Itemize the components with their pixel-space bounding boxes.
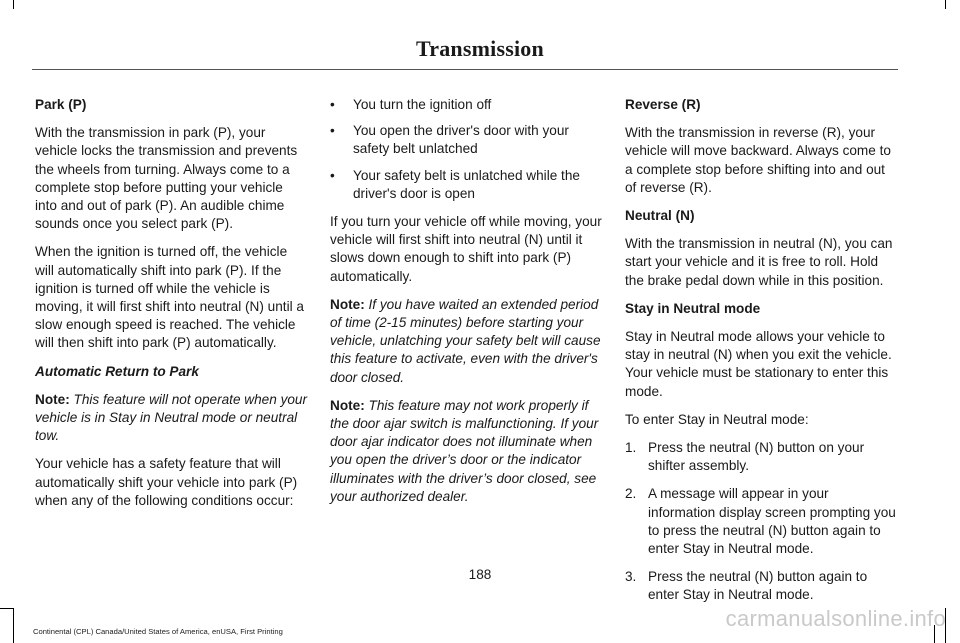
list-item-text: You open the driver's door with your safety belt unlatched: [353, 123, 569, 157]
page-number: 188: [468, 567, 492, 582]
reverse-paragraph: With the transmission in reverse (R), your vehicle will move backward. Always come to a complete stop before shifting into and out of reverse (R).: [625, 125, 891, 195]
safety-feature-paragraph: Your vehicle has a safety feature that will automatically shift your vehicle into park (P) when any of the following conditions occur:: [35, 456, 298, 508]
step-text: Press the neutral (N) button on your shifter assembly.: [648, 440, 865, 474]
note-label: Note:: [330, 296, 365, 312]
step-number: 3.: [625, 569, 637, 585]
note-label: Note:: [35, 391, 70, 407]
park-heading: Park (P): [35, 97, 87, 112]
list-item: [330, 167, 602, 203]
crop-mark: [13, 608, 14, 643]
moving-paragraph: If you turn your vehicle off while moving, your vehicle will first shift into neutral (N) until it slows down enough to shift into park (P) automatically.: [330, 214, 602, 284]
note-text: This feature may not work properly if the door ajar switch is malfunctioning. If your door ajar indicator does not illuminate when you open the driver’s door or the indicator illuminates with the driver’s door closed, see your authorized dealer.: [330, 397, 599, 504]
crop-mark: [945, 0, 946, 9]
neutral-heading: Neutral (N): [625, 208, 695, 224]
list-item: [330, 96, 602, 114]
stay-neutral-paragraph: Stay in Neutral mode allows your vehicle to stay in neutral (N) when you exit the vehicle. Your vehicle must be stationary to enter this mode.: [625, 329, 892, 399]
neutral-paragraph: With the transmission in neutral (N), you can start your vehicle and it is free to roll. Hold the brake pedal down while in this position.: [625, 236, 893, 288]
column-middle: [330, 96, 602, 516]
note: [330, 397, 602, 506]
ignition-paragraph: When the ignition is turned off, the vehicle will automatically shift into park (P). If the ignition is turned off while the vehicle is moving, it will first shift into neutral (N) until a slow enough speed is reached. The vehicle will then shift into park (P) automatically.: [35, 244, 304, 351]
header-divider: [32, 69, 898, 70]
page-title: Transmission: [416, 36, 544, 61]
stay-neutral-heading: Stay in Neutral mode: [625, 300, 761, 316]
bullet-marker: •: [330, 97, 335, 112]
note-text: This feature will not operate when your vehicle is in Stay in Neutral mode or neutral tow.: [35, 391, 308, 444]
watermark: carmanualsonline.info: [725, 606, 946, 631]
step-text: A message will appear in your information display screen prompting you to press the neutral (N) button again to enter Stay in Neutral mode.: [648, 486, 896, 557]
column-left: [35, 96, 307, 520]
note: [35, 391, 307, 446]
crop-mark: [13, 0, 14, 9]
footer-text: Continental (CPL) Canada/United States of America, enUSA, First Printing: [33, 627, 283, 636]
bullet-marker: •: [330, 123, 335, 139]
conditions-list: [330, 96, 602, 203]
enter-mode-paragraph: To enter Stay in Neutral mode:: [625, 411, 809, 427]
note-text: If you have waited an extended period of time (2-15 minutes) before starting your vehicle, unlatching your safety belt will cause this feature to activate, even with the driver's door closed.: [330, 296, 601, 385]
reverse-heading: Reverse (R): [625, 97, 701, 112]
note-label: Note:: [330, 397, 365, 413]
park-paragraph: With the transmission in park (P), your vehicle locks the transmission and prevents the wheels from turning. Always come to a complete stop before putting your vehicle into and out of park (P). An audible chime sounds once you select park (P).: [35, 125, 298, 232]
list-item-text: Your safety belt is unlatched while the driver's door is open: [353, 167, 580, 201]
crop-mark: [0, 608, 13, 609]
list-item-text: You turn the ignition off: [353, 97, 492, 112]
list-item: [625, 439, 897, 475]
column-right: [625, 96, 897, 615]
step-number: 1.: [625, 440, 637, 456]
auto-return-heading: Automatic Return to Park: [35, 363, 199, 379]
list-item: [625, 485, 897, 558]
note: [330, 296, 602, 387]
list-item: [330, 122, 602, 158]
step-text: Press the neutral (N) button again to enter Stay in Neutral mode.: [648, 569, 868, 603]
step-number: 2.: [625, 486, 637, 502]
bullet-marker: •: [330, 167, 335, 183]
